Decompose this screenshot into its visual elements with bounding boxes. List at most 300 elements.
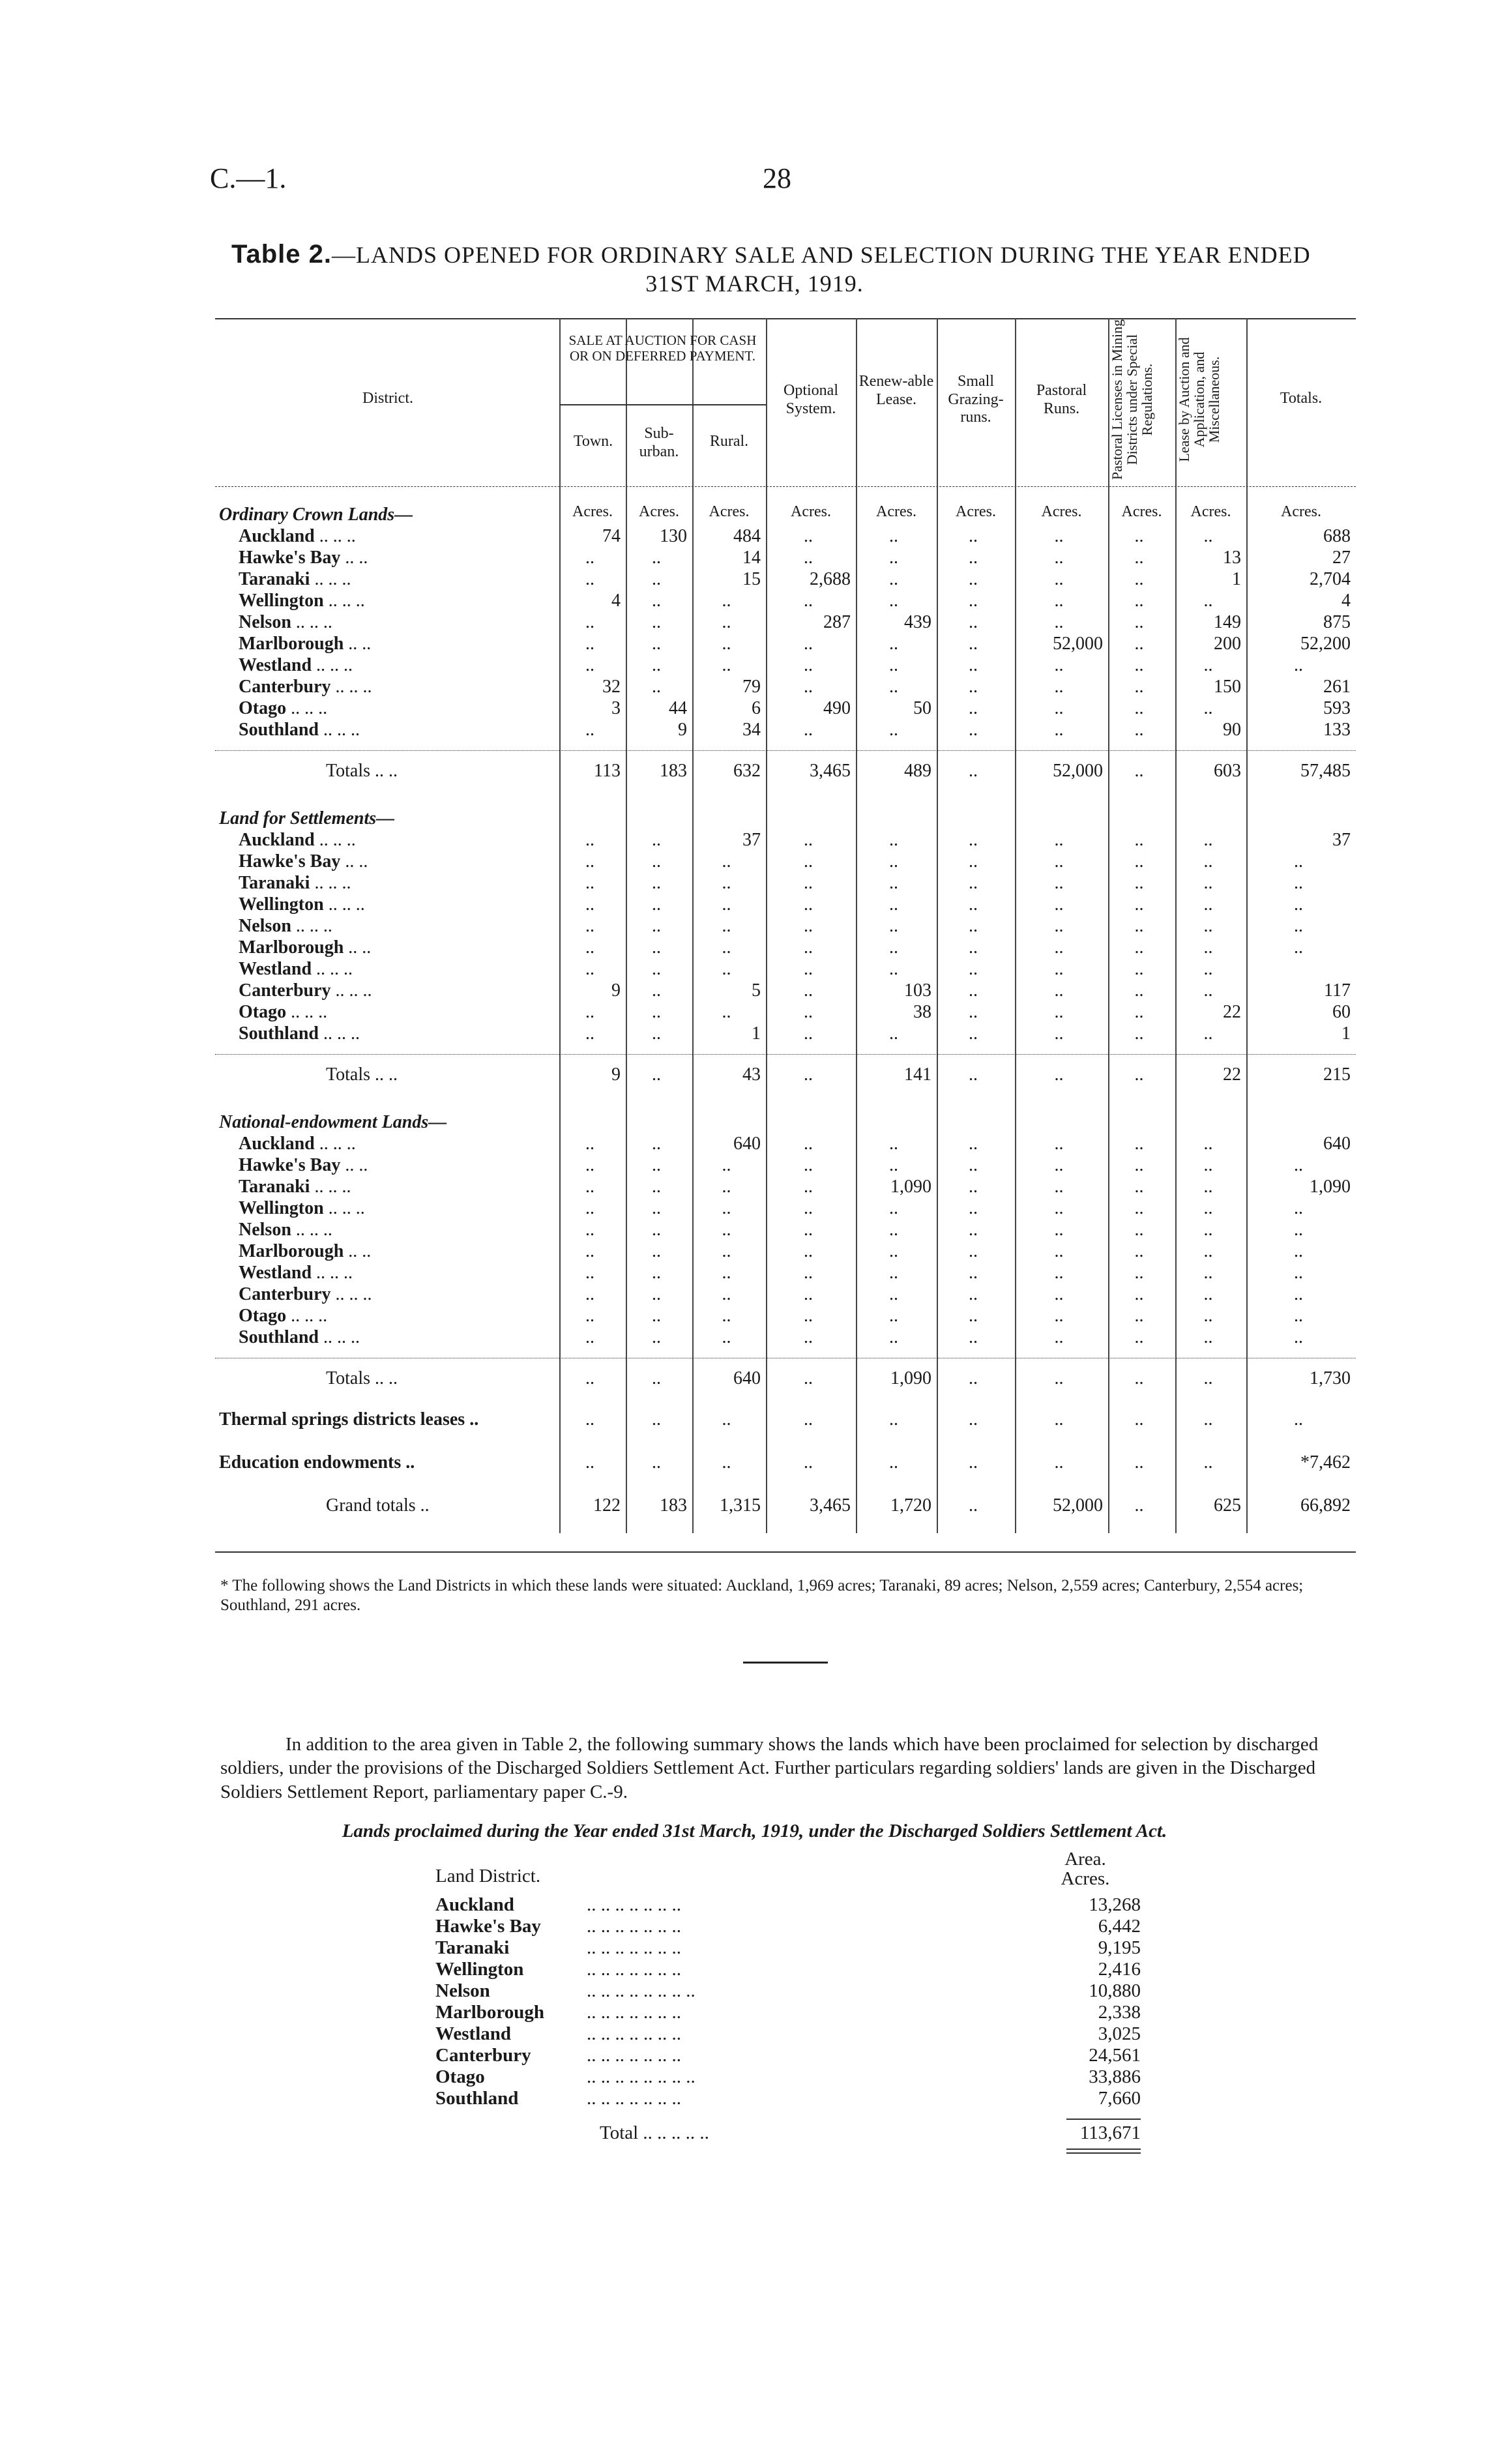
column-header-rural: Rural. (709, 433, 749, 450)
extra-cell: .. (1054, 1452, 1064, 1473)
district-label (239, 1177, 351, 1197)
district-label (239, 980, 372, 1001)
leader-dots: .. .. .. (330, 980, 372, 1001)
summary-area: 9,195 (1098, 1937, 1141, 1958)
district-label (239, 873, 351, 894)
district-label (239, 959, 353, 980)
district-label (239, 548, 368, 568)
summary-area: 7,660 (1098, 2088, 1141, 2109)
data-cell: 4 (1341, 591, 1351, 611)
totals-cell: 57,485 (1300, 761, 1351, 781)
data-cell: .. (722, 959, 731, 979)
data-cell: .. (889, 720, 898, 740)
district-name: Marlborough (239, 634, 344, 654)
data-cell: .. (1203, 937, 1213, 958)
extra-cell: .. (1134, 1495, 1144, 1516)
data-cell: .. (804, 548, 813, 568)
data-cell: .. (1203, 1155, 1213, 1175)
data-cell: .. (722, 1241, 731, 1261)
district-name: Wellington (239, 1198, 324, 1218)
data-cell: .. (652, 1198, 661, 1218)
data-cell: .. (1054, 698, 1064, 718)
data-cell: .. (652, 851, 661, 872)
data-cell: .. (1054, 591, 1064, 611)
district-name: Taranaki (239, 1177, 310, 1197)
data-cell: .. (969, 851, 978, 872)
district-label (239, 937, 371, 958)
summary-leader-dots: .. .. .. .. .. .. .. .. (587, 2066, 696, 2087)
data-cell: .. (889, 937, 898, 958)
data-cell: .. (1203, 1263, 1213, 1283)
data-cell: 32 (602, 677, 621, 697)
column-header-totals: Totals. (1280, 390, 1323, 407)
data-cell: 14 (742, 548, 761, 568)
data-cell: .. (722, 1220, 731, 1240)
data-cell: .. (652, 1134, 661, 1154)
data-cell: .. (585, 1177, 594, 1197)
data-cell: .. (1134, 1177, 1144, 1197)
data-cell: .. (1203, 1023, 1213, 1044)
data-cell: .. (722, 612, 731, 632)
data-cell: 2,704 (1310, 569, 1351, 589)
extra-cell: 183 (660, 1495, 687, 1516)
data-cell: .. (652, 830, 661, 850)
data-cell: 490 (823, 698, 851, 718)
totals-cell: 9 (611, 1064, 621, 1085)
data-cell: 79 (742, 677, 761, 697)
data-cell: .. (804, 1155, 813, 1175)
data-cell: .. (804, 526, 813, 546)
extra-cell: .. (1054, 1409, 1064, 1430)
totals-cell: 22 (1223, 1064, 1241, 1085)
data-cell: .. (1054, 959, 1064, 979)
data-cell: .. (1054, 655, 1064, 675)
column-header-district: District. (362, 390, 413, 407)
data-cell: .. (804, 1327, 813, 1347)
data-cell: .. (722, 1327, 731, 1347)
data-cell: .. (1294, 1327, 1303, 1347)
data-cell: 593 (1323, 698, 1351, 718)
district-name: Southland (239, 1023, 319, 1044)
leader-dots: .. .. .. (314, 830, 356, 850)
data-cell: .. (652, 1177, 661, 1197)
district-name: Auckland (239, 526, 315, 546)
data-cell: 261 (1323, 677, 1351, 697)
totals-label: Totals .. .. (326, 1368, 398, 1388)
data-cell: .. (722, 1263, 731, 1283)
data-cell: 150 (1214, 677, 1241, 697)
data-cell: .. (889, 1241, 898, 1261)
summary-district: Auckland (435, 1894, 514, 1915)
data-cell: .. (652, 655, 661, 675)
summary-title: Lands proclaimed during the Year ended 31st March, 1919, under the Discharged Soldiers Settlement Act. (342, 1821, 1167, 1841)
district-label (239, 1002, 327, 1023)
data-cell: .. (1054, 548, 1064, 568)
data-cell: .. (652, 937, 661, 958)
totals-rule (215, 750, 1356, 751)
totals-cell: .. (804, 1064, 813, 1085)
summary-area: 3,025 (1098, 2023, 1141, 2044)
data-cell: .. (585, 612, 594, 632)
data-cell: .. (652, 894, 661, 915)
summary-leader-dots: .. .. .. .. .. .. .. (587, 2045, 681, 2066)
data-cell: .. (585, 1263, 594, 1283)
data-cell: .. (889, 591, 898, 611)
data-cell: .. (1134, 677, 1144, 697)
district-label (239, 526, 356, 547)
data-cell: .. (722, 894, 731, 915)
leader-dots: .. .. .. (312, 1263, 353, 1283)
district-name: Nelson (239, 612, 291, 632)
data-cell: .. (889, 677, 898, 697)
district-name: Taranaki (239, 569, 310, 589)
totals-cell: .. (585, 1368, 594, 1388)
summary-area: 2,338 (1098, 2002, 1141, 2023)
sale-group-rule (559, 404, 766, 405)
data-cell: .. (1134, 1198, 1144, 1218)
data-cell: .. (585, 1306, 594, 1326)
leader-dots: .. .. .. (318, 1327, 360, 1347)
data-cell: .. (652, 980, 661, 1001)
leader-dots: .. .. .. (291, 916, 332, 936)
data-cell: .. (1294, 916, 1303, 936)
totals-cell: 3,465 (810, 761, 851, 781)
totals-cell: .. (969, 1064, 978, 1085)
data-cell: .. (1294, 894, 1303, 915)
data-cell: .. (1294, 1155, 1303, 1175)
data-cell: 37 (742, 830, 761, 850)
extra-row-label: Grand totals .. (326, 1495, 430, 1516)
leader-dots: .. .. (340, 1155, 368, 1175)
summary-paragraph: In addition to the area given in Table 2, the following summary shows the lands which have been proclaimed for selection by discharged soldiers, under the provisions of the Discharged Soldiers Settlement Act. Further particulars regarding soldiers' lands are given in the Discharged Soldiers Settlement Report, parliamentary paper C.-9. (220, 1734, 1319, 1802)
leader-dots: .. .. .. (323, 1198, 365, 1218)
district-name: Hawke's Bay (239, 851, 341, 872)
data-cell: 4 (611, 591, 621, 611)
data-cell: .. (969, 1155, 978, 1175)
data-cell: .. (722, 1155, 731, 1175)
data-cell: .. (652, 1002, 661, 1022)
data-cell: .. (1134, 980, 1144, 1001)
page-number: 28 (763, 162, 791, 194)
leader-dots: .. .. .. (310, 873, 351, 893)
data-cell: .. (804, 1306, 813, 1326)
district-label (239, 1241, 371, 1262)
extra-cell: .. (1203, 1409, 1213, 1430)
table-title (231, 240, 1311, 269)
data-cell: .. (1134, 1241, 1144, 1261)
data-cell: .. (1134, 894, 1144, 915)
summary-total-area: 113,671 (1079, 2122, 1141, 2143)
data-cell: .. (969, 980, 978, 1001)
totals-cell: 141 (904, 1064, 931, 1085)
leader-dots: .. .. .. (312, 655, 353, 675)
leader-dots: .. .. .. (323, 894, 365, 915)
data-cell: .. (1294, 1263, 1303, 1283)
leader-dots: .. .. .. (286, 1002, 328, 1022)
data-cell: .. (722, 1002, 731, 1022)
district-name: Westland (239, 1263, 312, 1283)
section-heading: National-endowment Lands— (219, 1112, 447, 1132)
totals-cell: 489 (904, 761, 931, 781)
leader-dots: .. .. .. (291, 1220, 332, 1240)
data-cell: 875 (1323, 612, 1351, 632)
totals-cell: 632 (733, 761, 761, 781)
totals-cell: .. (1134, 1064, 1144, 1085)
unit-label: Acres. (956, 503, 996, 520)
column-header-sale-group: SALE AT AUCTION FOR CASH OR ON DEFERRED PAYMENT. (568, 332, 757, 364)
data-cell: .. (1203, 1220, 1213, 1240)
district-name: Southland (239, 1327, 319, 1347)
summary-col-area: Area. (1064, 1849, 1106, 1870)
data-cell: .. (969, 634, 978, 654)
extra-cell: .. (652, 1409, 661, 1430)
data-cell: .. (1134, 1327, 1144, 1347)
data-cell: .. (889, 1327, 898, 1347)
district-name: Taranaki (239, 873, 310, 893)
data-cell: .. (804, 980, 813, 1001)
district-name: Wellington (239, 591, 324, 611)
extra-cell: .. (969, 1409, 978, 1430)
extra-cell: .. (722, 1452, 731, 1473)
district-name: Westland (239, 655, 312, 675)
data-cell: .. (1054, 1327, 1064, 1347)
data-cell: .. (1054, 916, 1064, 936)
data-cell: .. (889, 959, 898, 979)
totals-cell: 43 (742, 1064, 761, 1085)
totals-cell: .. (969, 1368, 978, 1388)
column-header-small-grazing: Small Grazing-runs. (948, 373, 1004, 426)
data-cell: .. (804, 1220, 813, 1240)
data-cell: .. (889, 873, 898, 893)
data-cell: .. (1203, 591, 1213, 611)
data-cell: .. (1203, 916, 1213, 936)
totals-cell: .. (804, 1368, 813, 1388)
district-name: Marlborough (239, 937, 344, 958)
leader-dots: .. .. .. (286, 698, 328, 718)
summary-double-rule (1066, 2149, 1141, 2150)
data-cell: .. (1134, 1023, 1144, 1044)
data-cell: .. (804, 1284, 813, 1304)
data-cell: .. (652, 591, 661, 611)
district-label (239, 591, 365, 611)
data-cell: .. (1203, 894, 1213, 915)
column-header-pastoral: Pastoral Runs. (1036, 382, 1087, 417)
totals-cell: 1,730 (1310, 1368, 1351, 1388)
district-label (239, 1284, 372, 1305)
district-label (239, 894, 365, 915)
data-cell: .. (889, 1284, 898, 1304)
column-header-optional: Optional System. (784, 382, 838, 417)
data-cell: .. (969, 873, 978, 893)
data-cell: .. (969, 916, 978, 936)
data-cell: .. (889, 894, 898, 915)
district-name: Canterbury (239, 980, 331, 1001)
totals-cell: .. (1203, 1368, 1213, 1388)
district-label (239, 1263, 353, 1283)
data-cell: .. (889, 1155, 898, 1175)
totals-cell: .. (1134, 1368, 1144, 1388)
data-cell: .. (804, 1023, 813, 1044)
data-cell: .. (585, 548, 594, 568)
data-cell: .. (1054, 1241, 1064, 1261)
extra-cell: *7,462 (1300, 1452, 1351, 1473)
district-label (239, 677, 372, 697)
data-cell: .. (1294, 937, 1303, 958)
data-cell: .. (804, 916, 813, 936)
data-cell: .. (652, 916, 661, 936)
summary-district: Hawke's Bay (435, 1916, 541, 1937)
data-cell: .. (585, 720, 594, 740)
extra-cell: .. (1294, 1409, 1303, 1430)
data-cell: .. (1134, 873, 1144, 893)
data-cell: .. (804, 720, 813, 740)
data-cell: 1 (752, 1023, 761, 1044)
leader-dots: .. .. .. (286, 1306, 328, 1326)
data-cell: .. (969, 655, 978, 675)
data-cell: .. (969, 1023, 978, 1044)
column-header-lease-auction: Lease by Auction and Application, and Miscellaneous. (1176, 337, 1223, 462)
data-cell: .. (585, 959, 594, 979)
data-cell: .. (804, 1134, 813, 1154)
data-cell: .. (1134, 698, 1144, 718)
data-cell: .. (1294, 1284, 1303, 1304)
data-cell: .. (969, 1263, 978, 1283)
data-cell: .. (1134, 591, 1144, 611)
district-label (239, 1134, 356, 1154)
extra-cell: 1,315 (720, 1495, 761, 1516)
district-label (239, 1306, 327, 1327)
leader-dots: .. .. .. (323, 591, 365, 611)
unit-label: Acres. (791, 503, 831, 520)
district-label (239, 830, 356, 851)
data-cell: .. (1203, 1306, 1213, 1326)
unit-label: Acres. (572, 503, 613, 520)
district-name: Canterbury (239, 677, 331, 697)
totals-cell: 640 (733, 1368, 761, 1388)
data-cell: .. (1203, 1177, 1213, 1197)
data-cell: .. (1294, 1198, 1303, 1218)
data-cell: .. (1054, 1155, 1064, 1175)
leader-dots: .. .. (344, 634, 372, 654)
extra-cell: .. (585, 1452, 594, 1473)
data-cell: .. (1134, 526, 1144, 546)
data-cell: .. (889, 634, 898, 654)
data-cell: .. (1054, 1177, 1064, 1197)
summary-leader-dots: .. .. .. .. .. .. .. (587, 2023, 681, 2044)
data-cell: .. (969, 959, 978, 979)
data-cell: .. (585, 1327, 594, 1347)
data-cell: 52,200 (1300, 634, 1351, 654)
data-cell: .. (1134, 1263, 1144, 1283)
data-cell: .. (1294, 655, 1303, 675)
summary-top-rule (1066, 2119, 1141, 2120)
data-cell: .. (1054, 612, 1064, 632)
totals-cell: .. (652, 1064, 661, 1085)
data-cell: .. (1134, 830, 1144, 850)
data-cell: 74 (602, 526, 621, 546)
data-cell: .. (1054, 851, 1064, 872)
data-cell: .. (1134, 720, 1144, 740)
district-name: Nelson (239, 916, 291, 936)
data-cell: .. (1134, 916, 1144, 936)
data-cell: .. (804, 1002, 813, 1022)
data-cell: .. (969, 591, 978, 611)
data-cell: 60 (1332, 1002, 1351, 1022)
data-cell: .. (1203, 980, 1213, 1001)
summary-district: Canterbury (435, 2045, 531, 2066)
data-cell: .. (969, 612, 978, 632)
data-cell: .. (889, 1134, 898, 1154)
extra-cell: .. (652, 1452, 661, 1473)
data-cell: .. (889, 526, 898, 546)
section-code: C.—1. (210, 162, 287, 194)
leader-dots: .. .. (344, 1241, 372, 1261)
data-cell: .. (652, 612, 661, 632)
summary-area: 24,561 (1089, 2045, 1141, 2066)
data-cell: .. (969, 894, 978, 915)
footnote: * The following shows the Land Districts in which these lands were situated: Auckland, 1,969 acres; Taranaki, 89 acres; Nelson, 2,559 acres; Canterbury, 2,554 acres; Southland, 291 acres. (220, 1577, 1304, 1614)
data-cell: .. (585, 1023, 594, 1044)
district-label (239, 1023, 360, 1044)
data-cell: 38 (913, 1002, 931, 1022)
unit-label: Acres. (1041, 503, 1082, 520)
unit-label: Acres. (639, 503, 679, 520)
data-cell: .. (969, 720, 978, 740)
data-cell: .. (652, 677, 661, 697)
district-name: Hawke's Bay (239, 1155, 341, 1175)
extra-cell: .. (969, 1495, 978, 1516)
summary-district: Nelson (435, 1980, 490, 2001)
data-cell: .. (1203, 873, 1213, 893)
district-label (239, 655, 353, 676)
data-cell: .. (585, 569, 594, 589)
data-cell: .. (889, 655, 898, 675)
extra-cell: .. (804, 1409, 813, 1430)
data-cell: .. (1054, 720, 1064, 740)
data-cell: .. (1294, 851, 1303, 872)
data-cell: .. (1134, 548, 1144, 568)
data-cell: .. (1134, 851, 1144, 872)
data-cell: .. (722, 655, 731, 675)
data-cell: .. (585, 851, 594, 872)
data-cell: .. (585, 830, 594, 850)
data-cell: .. (804, 873, 813, 893)
data-cell: .. (1203, 1284, 1213, 1304)
data-cell: .. (969, 1002, 978, 1022)
summary-district: Taranaki (435, 1937, 510, 1958)
data-cell: .. (889, 1306, 898, 1326)
data-cell: .. (722, 1198, 731, 1218)
data-cell: .. (889, 851, 898, 872)
data-cell: .. (652, 959, 661, 979)
data-cell: 200 (1214, 634, 1241, 654)
district-label (239, 634, 371, 654)
leader-dots: .. .. .. (318, 1023, 360, 1044)
extra-cell: .. (889, 1452, 898, 1473)
extra-cell: .. (969, 1452, 978, 1473)
data-cell: .. (722, 1284, 731, 1304)
data-cell: .. (1134, 937, 1144, 958)
district-name: Westland (239, 959, 312, 979)
data-cell: 13 (1223, 548, 1241, 568)
data-cell: .. (1054, 873, 1064, 893)
data-cell: .. (889, 548, 898, 568)
data-cell: .. (1203, 830, 1213, 850)
data-cell: .. (722, 873, 731, 893)
data-cell: .. (585, 1155, 594, 1175)
data-cell: .. (804, 655, 813, 675)
data-cell: .. (585, 1134, 594, 1154)
